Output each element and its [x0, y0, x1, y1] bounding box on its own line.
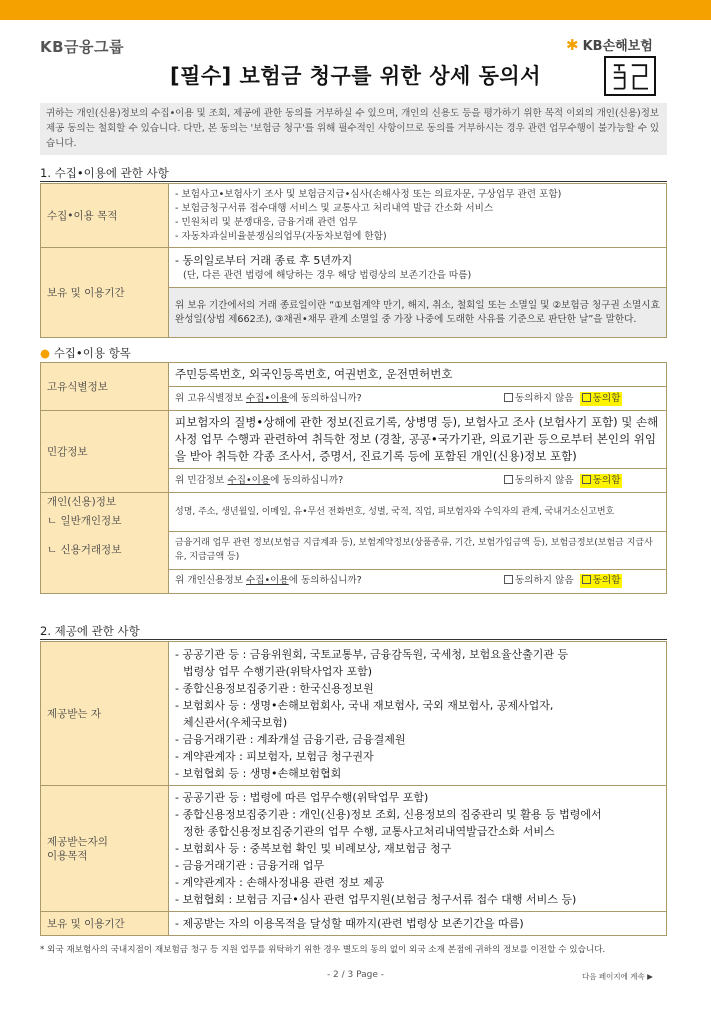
list-item: - 보험회사 등 : 생명•손해보험회사, 국내 재보험사, 국외 재보험사, 공제사업자, [175, 698, 554, 712]
list-item: - 보험사고•보험사기 조사 및 보험금지급•심사(손해사정 또는 의료자문, 구상업무 관련 포함) [175, 188, 562, 200]
sensitive-consent [498, 469, 667, 493]
agree-label: 동의함 [592, 474, 621, 486]
list-item: - 보험금청구서류 접수대행 서비스 및 교통사고 처리내역 발급 간소화 서비스 [175, 202, 494, 214]
unique-disagree-checkbox[interactable] [504, 392, 574, 406]
list-item: - 보험회사 등 : 중복보험 확인 및 비례보상, 재보험금 청구 [175, 842, 452, 855]
credit-content: 금융거래 업무 관련 정보(보험금 지급계좌 등), 보험계약정보(상품종류, 기간, 보험가입금액 등), 보험금정보(보험금 지급사유, 지급금액 등) [169, 531, 667, 569]
agree-label: 동의함 [592, 392, 621, 404]
list-item: - 보험협회 등 : 생명•손해보험협회 [175, 766, 342, 780]
kb-insurance-logo-text: KB손해보험 [582, 39, 653, 54]
credit-label: ㄴ 신용거래정보 [41, 531, 169, 569]
question-underline: 수집•이용 [227, 474, 271, 486]
list-item: - 종합신용정보집중기관 : 개인(신용)정보 조회, 신용정보의 집중관리 및 활용 등 법령에서 [175, 808, 602, 821]
section1-heading: 1. 수집•이용에 관한 사항 [40, 166, 169, 180]
unique-question [169, 387, 499, 411]
sensitive-label: 민감정보 [41, 411, 169, 493]
question-text: 위 개인신용정보 [175, 575, 246, 586]
bullet-dot-icon: ● [40, 346, 51, 360]
provision-retention-content: - 제공받는 자의 이용목적을 달성할 때까지(관련 법령상 보존기간을 따름) [169, 912, 667, 936]
sensitive-agree-checkbox[interactable] [580, 474, 623, 488]
personal-question [169, 569, 499, 593]
retention-main: - 동의일로부터 거래 종료 후 5년까지 [175, 254, 353, 267]
list-item: - 자동차과실비율분쟁심의업무(자동차보험에 한함) [175, 230, 387, 242]
provision-table [40, 641, 667, 936]
disagree-label: 동의하지 않음 [515, 392, 574, 404]
sensitive-content: 피보험자의 질병•상해에 관한 정보(진료기록, 상병명 등), 보험사고 조사 (보험사기 포함) 및 손해사정 업무 수행과 관련하여 취득한 정보 (경찰, 공공•국가기관, 의료기관 등으로부터 본인의 위임을 받아 취득한 각종 조사서, 증명서, 진료기록 등에 포함된 개인(신용)정보 포함) [169, 411, 667, 469]
retention-label: 보유 및 이용기간 [41, 248, 169, 338]
sensitive-question [169, 469, 499, 493]
kb-group-logo: KB금융그룹 [40, 38, 125, 56]
purpose-content [169, 184, 667, 248]
unique-label: 고유식별정보 [41, 363, 169, 411]
label-line: 이용목적 [47, 849, 88, 862]
recipient-content [169, 642, 667, 786]
disagree-label: 동의하지 않음 [515, 575, 574, 586]
purpose-label: 수집•이용 목적 [41, 184, 169, 248]
recipient-label: 제공받는 자 [41, 642, 169, 786]
personal-consent [498, 569, 667, 593]
question-text: 위 고유식별정보 [175, 392, 246, 404]
retention-sub: (단, 다른 관련 법령에 해당하는 경우 해당 법령상의 보존기간을 따름) [183, 270, 472, 281]
list-item: - 보험협회 : 보험금 지급•심사 관련 업무지원(보험금 청구서류 접수 대행 서비스 등) [175, 893, 577, 906]
handwritten-signature-icon [606, 58, 654, 94]
list-item: - 계약관계자 : 피보험자, 보험금 청구권자 [175, 749, 374, 763]
kb-star-icon: ✱ [566, 35, 579, 54]
provision-retention-label: 보유 및 이용기간 [41, 912, 169, 936]
list-item: 법령상 업무 수행기관(위탁사업자 포함) [183, 664, 373, 678]
sensitive-disagree-checkbox[interactable] [504, 474, 574, 488]
list-item: - 민원처리 및 분쟁대응, 금융거래 관련 업무 [175, 216, 358, 228]
notice-box: 귀하는 개인(신용)정보의 수집•이용 및 조회, 제공에 관한 동의를 거부하실 수 있으며, 개인의 신용도 등을 평가하기 위한 목적 이외의 개인(신용)정보 제공 동의는 철회할 수 있습니다. 다만, 본 동의는 '보험금 청구'를 위해 필수적인 사항이므로 동의를 거부하시는 경우 관련 업무수행이 불가능할 수 있습니다. [40, 103, 667, 155]
list-item: - 금융거래기관 : 계좌개설 금융기관, 금융결제원 [175, 732, 406, 746]
unique-content: 주민등록번호, 외국인등록번호, 여권번호, 운전면허번호 [169, 363, 667, 387]
personal-agree-checkbox[interactable] [580, 574, 623, 588]
continue-next-page: 다음 페이지에 계속 ▶ [582, 972, 653, 981]
checkbox-icon [504, 475, 513, 484]
recipient-purpose-content [169, 786, 667, 912]
list-item: - 공공기관 등 : 법령에 따른 업무수행(위탁업무 포함) [175, 791, 429, 804]
question-text: 에 동의하십니까? [288, 392, 362, 404]
agree-label: 동의함 [592, 575, 621, 586]
items-heading-text: 수집•이용 항목 [53, 346, 131, 360]
page-number: - 2 / 3 Page - [326, 970, 385, 980]
signature-stamp [604, 56, 656, 96]
top-accent-bar [0, 0, 711, 20]
checkbox-icon [504, 393, 513, 402]
retention-note: 위 보유 기간에서의 거래 종료일이란 “①보험계약 만기, 해지, 취소, 철회일 또는 소멸일 및 ②보험금 청구권 소멸시효 완성일(상법 제662조), ③채권•채무 관계 소멸일 중 가장 나중에 도래한 사유를 기준으로 판단한 날”을 말한다. [169, 288, 667, 338]
divider [40, 639, 667, 640]
list-item: - 공공기관 등 : 금융위원회, 국토교통부, 금융감독원, 국세청, 보험요율산출기관 등 [175, 647, 569, 661]
checkbox-icon [504, 575, 513, 584]
unique-consent [498, 387, 667, 411]
personal-disagree-checkbox[interactable] [504, 574, 574, 588]
page-title: [필수] 보험금 청구를 위한 상세 동의서 [169, 64, 542, 88]
divider [40, 181, 667, 182]
list-item: - 금융거래기관 : 금융거래 업무 [175, 859, 325, 872]
checkbox-icon [582, 575, 591, 584]
collection-table [40, 183, 667, 338]
personal-label-bottom [41, 569, 169, 593]
checkbox-icon [582, 475, 591, 484]
unique-agree-checkbox[interactable] [580, 392, 623, 406]
checkbox-icon [582, 393, 591, 402]
list-item: 정한 종합신용정보집중기관의 업무 수행, 교통사고처리내역발급간소화 서비스 [183, 825, 555, 838]
list-item: 체신관서(우체국보험) [183, 715, 288, 729]
retention-main-cell [169, 248, 667, 288]
disagree-label: 동의하지 않음 [515, 474, 574, 486]
question-underline: 수집•이용 [245, 392, 289, 404]
footnote: * 외국 재보험사의 국내지점이 재보험금 청구 등 지원 업무를 위탁하기 위한 경우 별도의 동의 없이 외국 소재 본점에 귀하의 정보를 이전할 수 있습니다. [40, 945, 606, 955]
label-line: 제공받는자의 [47, 835, 108, 848]
items-heading [40, 345, 131, 361]
list-item: - 계약관계자 : 손해사정내용 관련 정보 제공 [175, 876, 385, 889]
recipient-purpose-label [41, 786, 169, 912]
personal-label: 개인(신용)정보 [41, 493, 169, 512]
items-table [40, 362, 667, 594]
kb-insurance-logo [566, 35, 653, 54]
question-text: 에 동의하십니까? [288, 575, 362, 586]
section2-heading: 2. 제공에 관한 사항 [40, 624, 140, 638]
question-underline: 수집•이용 [245, 575, 289, 586]
general-content: 성명, 주소, 생년월일, 이메일, 유•무선 전화번호, 성별, 국적, 직업, 피보험자와 수익자의 관계, 국내거소신고번호 [169, 493, 667, 532]
question-text: 에 동의하십니까? [270, 474, 344, 486]
list-item: - 종합신용정보집중기관 : 한국신용정보원 [175, 681, 374, 695]
general-label: ㄴ 일반개인정보 [41, 511, 169, 531]
question-text: 위 민감정보 [175, 474, 228, 486]
